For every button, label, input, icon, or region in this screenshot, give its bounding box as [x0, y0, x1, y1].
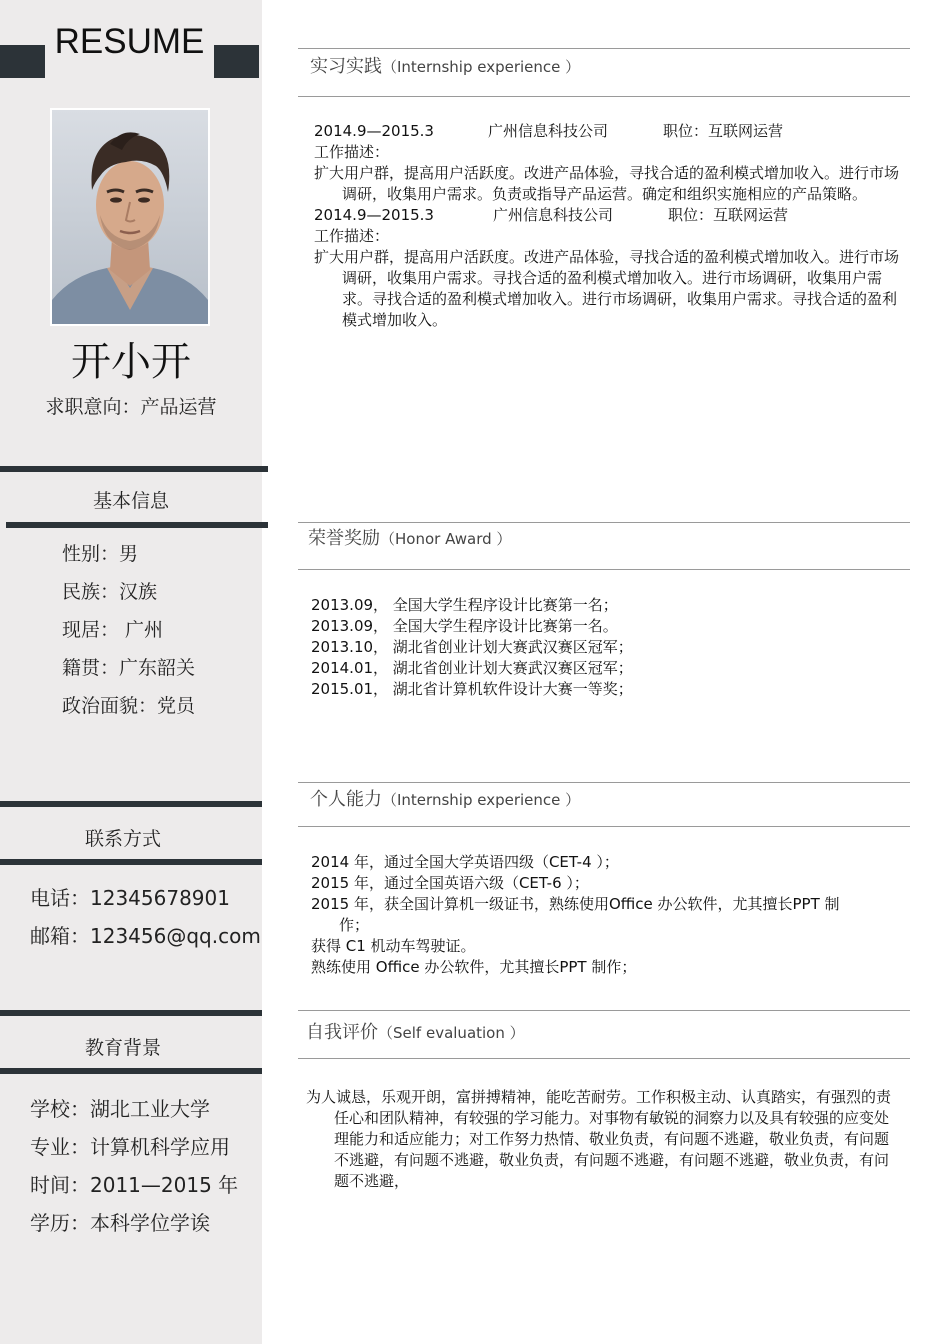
edu-school: [30, 1093, 210, 1122]
resume-bar-right: [214, 45, 259, 78]
edu-degree: [30, 1207, 210, 1236]
experience-desc: 扩大用户群，提高用户活跃度。改进产品体验，寻找合适的盈利模式增加收入。进行市场调研，收集用户需求。负责或指导产品运营。确定和组织实施相应的产品策略。: [314, 164, 900, 203]
experience-position: 职位：互联网运营: [663, 122, 784, 140]
job-intent-label: 求职意向：: [45, 396, 141, 418]
honor-item: 2015.01， 湖北省计算机软件设计大赛一等奖；: [311, 680, 633, 698]
ability-top-line: [298, 782, 910, 783]
section-title-en: （Internship experience ）: [382, 791, 581, 809]
info-value: 123456@qq.com: [90, 924, 261, 948]
section-title-en: （Honor Award ）: [380, 530, 512, 548]
ability-item: 熟练使用 Office 办公软件，尤其擅长PPT 制作；: [311, 958, 637, 976]
experience-position: 职位：互联网运营: [668, 206, 789, 224]
experience-period: 2014.9—2015.3: [314, 206, 434, 224]
info-value: 汉族: [119, 581, 158, 603]
info-value: 计算机科学应用: [90, 1135, 230, 1159]
contact-email: [30, 920, 261, 949]
internship-heading: [310, 52, 580, 78]
info-hometown: [62, 653, 195, 680]
resume-title: RESUME: [54, 22, 205, 61]
info-ethnicity: [62, 577, 157, 604]
profile-photo: [50, 108, 210, 326]
candidate-name: 开小开: [71, 339, 191, 385]
honor-item: 2013.09， 全国大学生程序设计比赛第一名。: [311, 617, 618, 635]
ability-list: [311, 852, 861, 978]
self-eval-text-block: [306, 1087, 892, 1192]
contact-top-line: [0, 801, 262, 807]
education-bottom-line: [0, 1068, 262, 1074]
internship-bottom-line: [298, 96, 910, 97]
info-label: 籍贯：: [62, 657, 120, 679]
info-value: 党员: [157, 695, 196, 717]
education-heading: 教育背景: [84, 1037, 161, 1059]
info-label: 学历：: [30, 1211, 90, 1235]
ability-item: 2015 年，通过全国英语六级（CET-6 ）；: [311, 874, 589, 892]
self-eval-text: 为人诚恳，乐观开朗，富拼搏精神，能吃苦耐劳。工作积极主动、认真踏实，有强烈的责任心和团队精神，有较强的学习能力。对事物有敏锐的洞察力以及具有较强的应变处理能力和适应能力；对工作努力热情、敬业负责，有问题不逃避，敬业负责，有问题不逃避，有问题不逃避，敬业负责，有问题不逃避，有问题不逃避，敬业负责，有问题不逃避，: [306, 1088, 892, 1190]
internship-entries: [314, 121, 906, 331]
info-label: 政治面貌：: [62, 695, 158, 717]
honor-item: 2013.10， 湖北省创业计划大赛武汉赛区冠军；: [311, 638, 633, 656]
section-title: 个人能力: [310, 789, 382, 810]
ability-bottom-line: [298, 826, 910, 827]
internship-top-line: [298, 48, 910, 49]
experience-company: 广州信息科技公司: [493, 206, 614, 224]
job-intent: [0, 392, 262, 419]
honor-item: 2013.09， 全国大学生程序设计比赛第一名；: [311, 596, 618, 614]
section-title: 实习实践: [310, 56, 382, 77]
honor-heading: [308, 524, 511, 550]
basic-info-bottom-line: [6, 522, 268, 528]
ability-item: 2014 年，通过全国大学英语四级（CET-4 ）；: [311, 853, 619, 871]
experience-desc-label: 工作描述：: [314, 227, 390, 245]
edu-major: [30, 1131, 230, 1160]
resume-bar-left: [0, 45, 45, 78]
self-eval-bottom-line: [298, 1058, 910, 1059]
person-photo-illustration: [52, 110, 208, 324]
section-title: 自我评价: [306, 1022, 378, 1043]
info-gender: [62, 539, 138, 566]
self-eval-top-line: [298, 1010, 910, 1011]
info-label: 电话：: [30, 886, 90, 910]
job-intent-value: 产品运营: [140, 396, 217, 418]
info-value: 广州: [119, 619, 164, 641]
edu-period: [30, 1169, 238, 1198]
ability-item: 2015 年，获全国计算机一级证书，熟练使用Office 办公软件，尤其擅长PPT 制作；: [311, 895, 840, 934]
experience-header: [314, 121, 906, 142]
experience-desc-label: 工作描述：: [314, 143, 390, 161]
info-political: [62, 691, 195, 718]
info-label: 邮箱：: [30, 924, 90, 948]
ability-item: 获得 C1 机动车驾驶证。: [311, 937, 476, 955]
honor-top-line: [298, 522, 910, 523]
honor-list: [311, 595, 901, 700]
contact-phone: [30, 882, 230, 911]
info-label: 性别：: [62, 543, 120, 565]
info-value: 男: [119, 543, 139, 565]
ability-heading: [310, 785, 580, 811]
basic-info-top-line: [0, 466, 268, 472]
info-value: 广东韶关: [119, 657, 196, 679]
info-label: 学校：: [30, 1097, 90, 1121]
info-value: 本科学位学诶: [90, 1211, 210, 1235]
info-value: 2011—2015 年: [90, 1173, 239, 1197]
honor-bottom-line: [298, 569, 910, 570]
contact-heading: 联系方式: [84, 828, 161, 850]
education-top-line: [0, 1010, 262, 1016]
basic-info-heading: 基本信息: [92, 490, 169, 512]
info-label: 专业：: [30, 1135, 90, 1159]
section-title-en: （Self evaluation ）: [378, 1024, 525, 1042]
experience-desc: 扩大用户群，提高用户活跃度。改进产品体验，寻找合适的盈利模式增加收入。进行市场调研，收集用户需求。寻找合适的盈利模式增加收入。进行市场调研，收集用户需求。寻找合适的盈利模式增加收入。进行市场调研，收集用户需求。寻找合适的盈利模式增加收入。: [314, 248, 900, 329]
info-value: 12345678901: [90, 886, 230, 910]
contact-bottom-line: [0, 859, 262, 865]
info-value: 湖北工业大学: [90, 1097, 210, 1121]
section-title: 荣誉奖励: [308, 528, 380, 549]
info-label: 时间：: [30, 1173, 90, 1197]
info-label: 现居：: [62, 619, 120, 641]
section-title-en: （Internship experience ）: [382, 58, 581, 76]
honor-item: 2014.01， 湖北省创业计划大赛武汉赛区冠军；: [311, 659, 633, 677]
experience-company: 广州信息科技公司: [488, 122, 609, 140]
info-residence: [62, 615, 163, 642]
info-label: 民族：: [62, 581, 120, 603]
experience-header: [314, 205, 906, 226]
self-eval-heading: [306, 1018, 525, 1044]
experience-period: 2014.9—2015.3: [314, 122, 434, 140]
